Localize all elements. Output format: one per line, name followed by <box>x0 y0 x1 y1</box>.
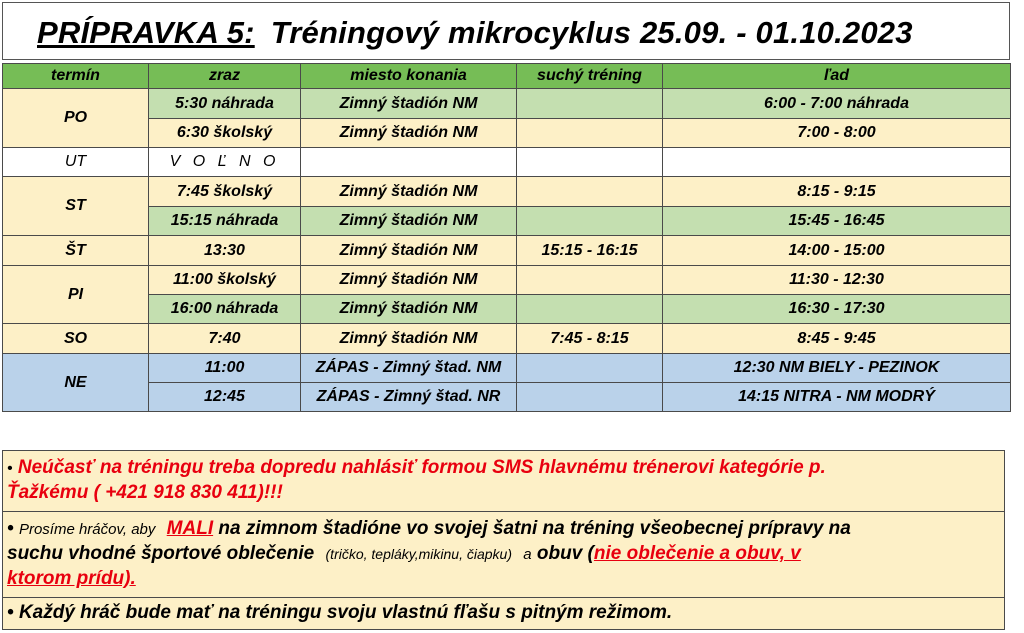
zraz-cell: 11:00 školský <box>149 266 301 295</box>
notes-box <box>2 450 1005 630</box>
day-cell: ST <box>3 177 149 236</box>
title-lead: PRÍPRAVKA 5: <box>37 15 255 50</box>
table-row <box>3 89 1011 119</box>
zraz-cell: 7:40 <box>149 324 301 354</box>
note-clothing-d: (tričko, tepláky,mikinu, čiapku) <box>325 546 512 562</box>
lad-cell: 14:15 NITRA - NM MODRÝ <box>663 383 1011 412</box>
lad-cell: 8:45 - 9:45 <box>663 324 1011 354</box>
table-row <box>3 383 1011 412</box>
sucho-cell <box>517 119 663 148</box>
zraz-cell: 13:30 <box>149 236 301 266</box>
title-box <box>2 2 1010 60</box>
note-clothing <box>7 517 851 591</box>
miesto-cell: ZÁPAS - Zimný štad. NM <box>301 354 517 383</box>
lad-cell: 15:45 - 16:45 <box>663 207 1011 236</box>
note-divider <box>3 597 1004 598</box>
note-clothing-g: nie oblečenie a obuv, v <box>593 543 801 564</box>
note-clothing-mali: MALI <box>166 518 214 539</box>
table-row <box>3 148 1011 177</box>
miesto-cell: Zimný štadión NM <box>301 236 517 266</box>
table-row <box>3 324 1011 354</box>
note-bottle <box>7 601 672 625</box>
zraz-cell: 15:15 náhrada <box>149 207 301 236</box>
table-row <box>3 177 1011 207</box>
day-cell: SO <box>3 324 149 354</box>
note-bullet: • <box>7 460 13 477</box>
sucho-cell <box>517 383 663 412</box>
note-sms-line2: Ťažkému ( +421 918 830 411)!!! <box>7 482 283 503</box>
col-header-zraz: zraz <box>149 64 301 89</box>
note-clothing-c: suchu vhodné športové oblečenie <box>7 543 315 564</box>
miesto-cell: Zimný štadión NM <box>301 207 517 236</box>
col-header-termin: termín <box>3 64 149 89</box>
miesto-cell: Zimný štadión NM <box>301 119 517 148</box>
sucho-cell <box>517 295 663 324</box>
day-cell: PO <box>3 89 149 148</box>
sucho-cell <box>517 207 663 236</box>
page-title <box>37 15 913 51</box>
lad-cell: 7:00 - 8:00 <box>663 119 1011 148</box>
zraz-cell: 7:45 školský <box>149 177 301 207</box>
header-row <box>3 64 1011 89</box>
zraz-cell: 5:30 náhrada <box>149 89 301 119</box>
schedule-table <box>2 63 1011 412</box>
miesto-cell: Zimný štadión NM <box>301 177 517 207</box>
table-row <box>3 266 1011 295</box>
col-header-sucho: suchý tréning <box>517 64 663 89</box>
lad-cell: 11:30 - 12:30 <box>663 266 1011 295</box>
lad-cell <box>663 148 1011 177</box>
note-sms <box>7 456 826 505</box>
day-cell: UT <box>3 148 149 177</box>
note-clothing-h: ktorom prídu). <box>7 568 136 589</box>
col-header-lad: ľad <box>663 64 1011 89</box>
sucho-cell <box>517 177 663 207</box>
table-row <box>3 354 1011 383</box>
day-cell: PI <box>3 266 149 324</box>
lad-cell: 8:15 - 9:15 <box>663 177 1011 207</box>
note-divider <box>3 511 1004 512</box>
day-cell: ŠT <box>3 236 149 266</box>
lad-cell: 14:00 - 15:00 <box>663 236 1011 266</box>
table-row <box>3 236 1011 266</box>
zraz-cell: 16:00 náhrada <box>149 295 301 324</box>
note-clothing-b: na zimnom štadióne vo svojej šatni na tréning všeobecnej prípravy na <box>218 518 851 539</box>
zraz-cell: V O Ľ N O <box>149 148 301 177</box>
miesto-cell <box>301 148 517 177</box>
sucho-cell: 15:15 - 16:15 <box>517 236 663 266</box>
table-row <box>3 295 1011 324</box>
lad-cell: 12:30 NM BIELY - PEZINOK <box>663 354 1011 383</box>
miesto-cell: ZÁPAS - Zimný štad. NR <box>301 383 517 412</box>
note-sms-line1: Neúčasť na tréningu treba dopredu nahlásiť formou SMS hlavnému trénerovi kategórie p. <box>17 457 826 478</box>
table-row <box>3 119 1011 148</box>
col-header-miesto: miesto konania <box>301 64 517 89</box>
note-clothing-e: a <box>523 546 532 563</box>
table-row <box>3 207 1011 236</box>
sucho-cell <box>517 354 663 383</box>
zraz-cell: 12:45 <box>149 383 301 412</box>
day-cell: NE <box>3 354 149 412</box>
zraz-cell: 6:30 školský <box>149 119 301 148</box>
note-bottle-text: Každý hráč bude mať na tréningu svoju vlastnú fľašu s pitným režimom. <box>18 602 673 623</box>
title-rest: Tréningový mikrocyklus 25.09. - 01.10.2023 <box>270 15 913 50</box>
miesto-cell: Zimný štadión NM <box>301 324 517 354</box>
miesto-cell: Zimný štadión NM <box>301 295 517 324</box>
sucho-cell <box>517 266 663 295</box>
zraz-cell: 11:00 <box>149 354 301 383</box>
note-clothing-a: Prosíme hráčov, aby <box>18 521 156 538</box>
miesto-cell: Zimný štadión NM <box>301 89 517 119</box>
note-bullet: • <box>7 518 14 539</box>
lad-cell: 16:30 - 17:30 <box>663 295 1011 324</box>
sucho-cell <box>517 148 663 177</box>
sucho-cell <box>517 89 663 119</box>
sucho-cell: 7:45 - 8:15 <box>517 324 663 354</box>
miesto-cell: Zimný štadión NM <box>301 266 517 295</box>
lad-cell: 6:00 - 7:00 náhrada <box>663 89 1011 119</box>
note-bullet: • <box>7 602 14 623</box>
note-clothing-f: obuv ( <box>536 543 594 564</box>
